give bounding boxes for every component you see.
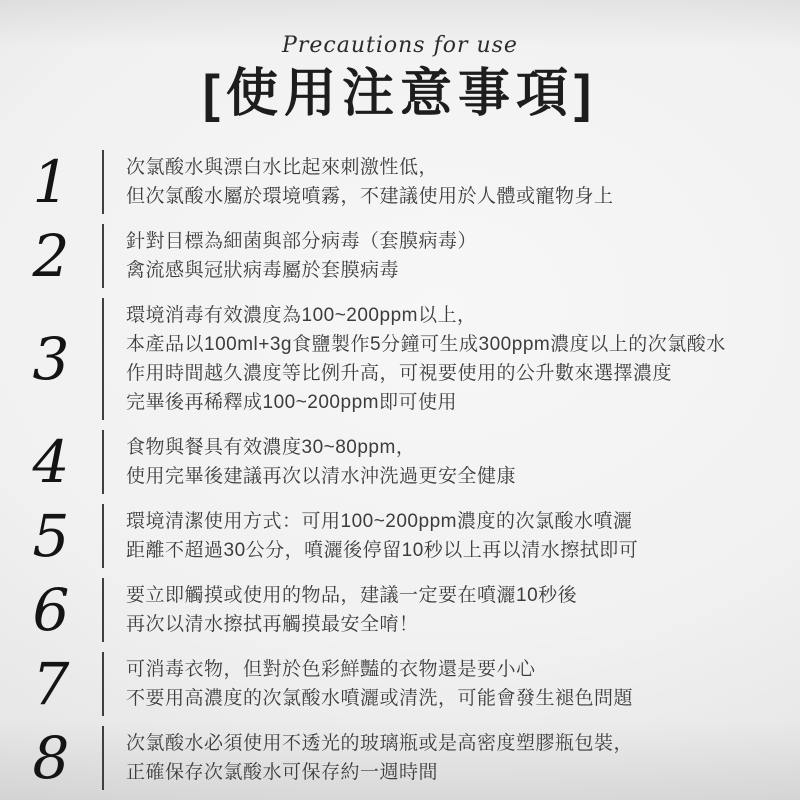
item-text-line: 完畢後再稀釋成100~200ppm即可使用: [126, 392, 457, 414]
item-text-line: 環境消毒有效濃度為100~200ppm以上，: [126, 305, 477, 327]
item-text: [102, 652, 633, 716]
item-number: 8: [32, 724, 70, 793]
item-text-line: 使用完畢後建議再次以清水沖洗過更安全健康: [126, 466, 517, 488]
item-text: [102, 298, 726, 420]
item-text-line: 環境清潔使用方式：可用100~200ppm濃度的次氯酸水噴灑: [126, 511, 633, 533]
precaution-item-4: [0, 428, 800, 497]
page-title: [使用注意事項]: [202, 65, 598, 123]
item-text-line: 針對目標為細菌與部分病毒（套膜病毒）: [126, 231, 478, 253]
item-number: 5: [32, 502, 70, 571]
item-text: [102, 224, 477, 288]
precaution-list: [0, 148, 800, 793]
precaution-item-5: [0, 502, 800, 571]
precaution-item-2: [0, 222, 800, 291]
item-text-line: 但次氯酸水屬於環境噴霧，不建議使用於人體或寵物身上: [126, 186, 614, 208]
item-number: 1: [32, 148, 70, 217]
item-text: [102, 430, 516, 494]
item-text-line: 次氯酸水必須使用不透光的玻璃瓶或是高密度塑膠瓶包裝，: [126, 733, 634, 755]
item-text-line: 可消毒衣物，但對於色彩鮮豔的衣物還是要小心: [126, 659, 536, 681]
item-number: 7: [32, 650, 70, 719]
item-text: [102, 726, 633, 790]
item-text-line: 距離不超過30公分，噴灑後停留10秒以上再以清水擦拭即可: [126, 540, 639, 562]
page-subtitle-en: Precautions for use: [282, 33, 518, 58]
item-text-line: 作用時間越久濃度等比例升高，可視要使用的公升數來選擇濃度: [126, 363, 673, 385]
item-text-line: 次氯酸水與漂白水比起來刺激性低，: [126, 157, 439, 179]
item-text: [102, 578, 577, 642]
precaution-item-7: [0, 650, 800, 719]
item-text-line: 食物與餐具有效濃度30~80ppm，: [126, 437, 416, 459]
item-text: [102, 504, 638, 568]
precaution-item-3: [0, 298, 800, 420]
item-text-line: 禽流感與冠狀病毒屬於套膜病毒: [126, 260, 400, 282]
item-text-line: 不要用高濃度的次氯酸水噴灑或清洗，可能會發生褪色問題: [126, 688, 634, 710]
item-text: [102, 150, 614, 214]
item-text-line: 本產品以100ml+3g食鹽製作5分鐘可生成300ppm濃度以上的次氯酸水: [126, 334, 726, 356]
item-number: 4: [32, 428, 70, 497]
item-number: 2: [32, 222, 70, 291]
item-number: 6: [32, 576, 70, 645]
item-number: 3: [32, 325, 70, 394]
item-text-line: 要立即觸摸或使用的物品，建議一定要在噴灑10秒後: [126, 585, 578, 607]
precaution-item-8: [0, 724, 800, 793]
item-text-line: 再次以清水擦拭再觸摸最安全唷！: [126, 614, 419, 636]
item-text-line: 正確保存次氯酸水可保存約一週時間: [126, 762, 439, 784]
precaution-item-1: [0, 148, 800, 217]
precaution-item-6: [0, 576, 800, 645]
